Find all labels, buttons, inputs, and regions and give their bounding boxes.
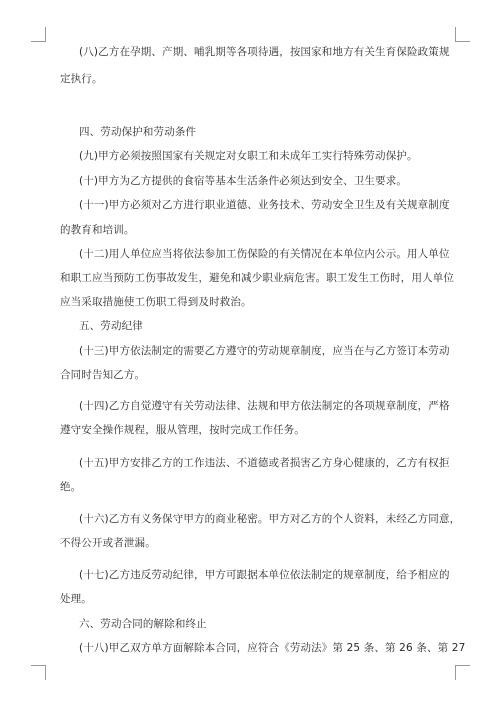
page-corner-mark-top-right: [455, 27, 470, 42]
clause-13-line-2: 合同时告知乙方。: [60, 369, 146, 381]
page-corner-mark-bottom-right: [455, 665, 470, 680]
page-corner-mark-top-left: [31, 27, 46, 42]
clause-8-line-1: (八)乙方在孕期、产期、哺乳期等各项待遇，按国家和地方有关生育保险政策规: [79, 46, 450, 58]
clause-17-line-2: 处理。: [60, 593, 92, 605]
page-corner-mark-bottom-left: [31, 665, 46, 680]
clause-16-line-1: (十六)乙方有义务保守甲方的商业秘密。甲方对乙方的个人资料，未经乙方同意，: [79, 513, 461, 525]
clause-11-line-1: (十一)甲方必须对乙方进行职业道德、业务技术、劳动安全卫生及有关规章制度: [79, 199, 450, 211]
clause-13-line-1: (十三)甲方依法制定的需要乙方遵守的劳动规章制度，应当在与乙方签订本劳动: [79, 345, 450, 357]
clause-8-line-2: 定执行。: [60, 73, 103, 85]
section-heading-5: 五、劳动纪律: [79, 320, 143, 332]
clause-14-line-1: (十四)乙方自觉遵守有关劳动法律、法规和甲方依法制定的各项规章制度，严格: [79, 400, 450, 412]
clause-10: (十)甲方为乙方提供的食宿等基本生活条件必须达到安全、卫生要求。: [79, 175, 407, 187]
clause-18-line-1: (十八)甲乙双方单方面解除本合同，应符合《劳动法》第 25 条、第 26 条、第 27: [79, 642, 466, 654]
clause-15-line-1: (十五)甲方安排乙方的工作违法、不道德或者损害乙方身心健康的，乙方有权拒: [79, 457, 450, 469]
clause-16-line-2: 不得公开或者泄漏。: [60, 537, 156, 549]
clause-12-line-1: (十二)用人单位应当将依法参加工伤保险的有关情况在本单位内公示。用人单位: [79, 248, 450, 260]
clause-15-line-2: 绝。: [60, 481, 82, 493]
section-heading-4: 四、劳动保护和劳动条件: [79, 126, 197, 138]
clause-12-line-2: 和职工应当预防工伤事故发生，避免和减少职业病危害。职工发生工伤时，用人单位: [60, 272, 455, 284]
clause-12-line-3: 应当采取措施使工伤职工得到及时救治。: [60, 296, 252, 308]
section-heading-6: 六、劳动合同的解除和终止: [79, 618, 207, 630]
clause-14-line-2: 遵守安全操作规程，服从管理，按时完成工作任务。: [60, 424, 305, 436]
clause-17-line-1: (十七)乙方违反劳动纪律，甲方可跟据本单位依法制定的规章制度，给予相应的: [79, 569, 450, 581]
clause-9: (九)甲方必须按照国家有关规定对女职工和未成年工实行特殊劳动保护。: [79, 150, 418, 162]
clause-11-line-2: 的教育和培训。: [60, 224, 135, 236]
